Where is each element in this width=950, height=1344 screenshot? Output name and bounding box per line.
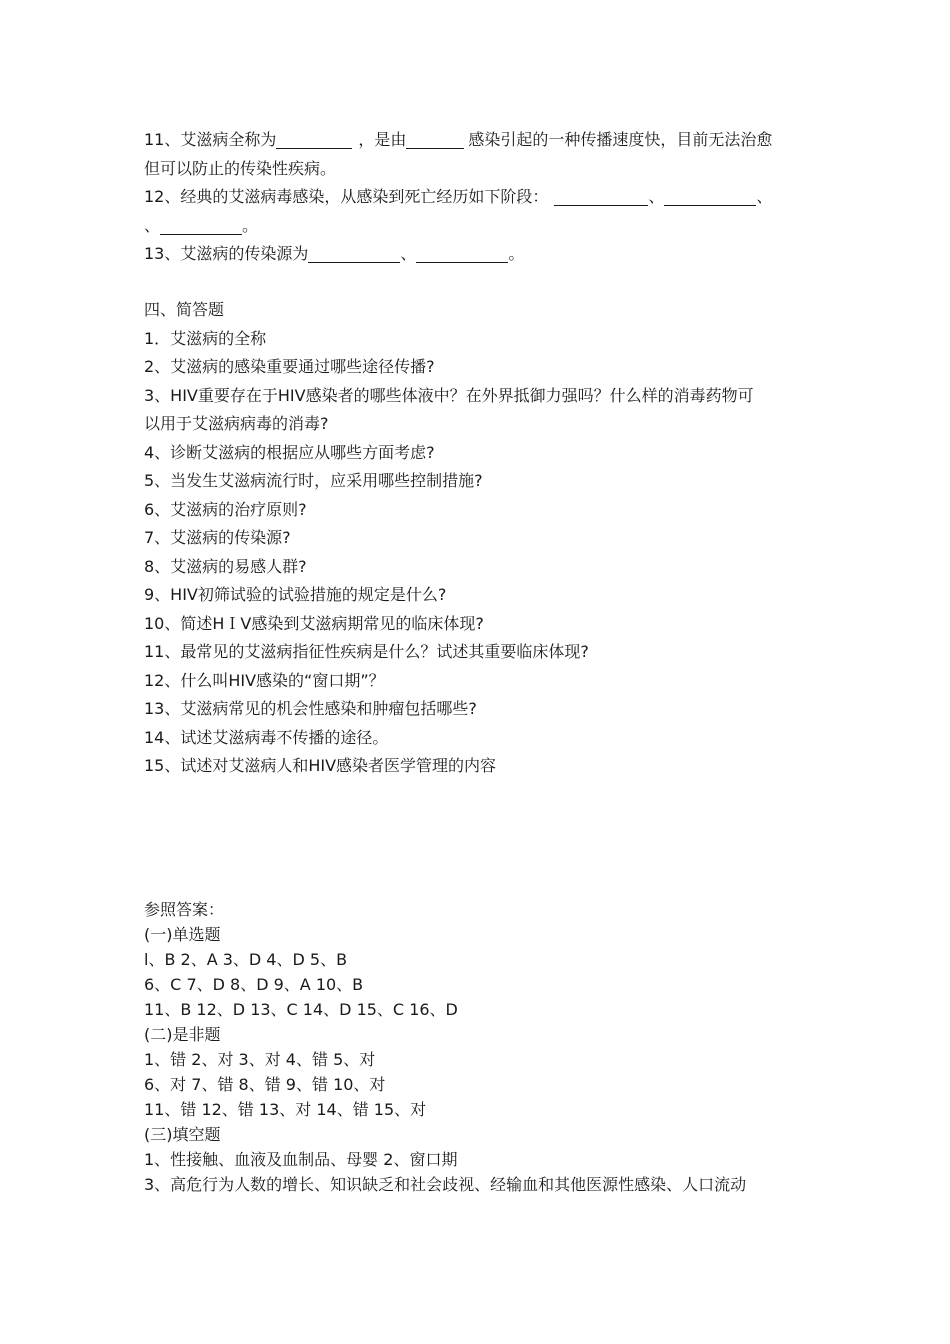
answer-section-title: (二)是非题	[144, 1025, 221, 1044]
question-item: 8、艾滋病的易感人群?	[144, 556, 307, 576]
answer-blank	[406, 130, 464, 149]
question-item: 15、试述对艾滋病人和HIV感染者医学管理的内容	[144, 756, 497, 775]
question-item: 12、什么叫HIV感染的“窗口期”？	[144, 670, 385, 690]
answer-blank	[308, 244, 400, 263]
answer-blank	[160, 216, 242, 235]
question-11-text-a: 11、艾滋病全称为	[144, 130, 277, 149]
question-item: 6、艾滋病的治疗原则?	[144, 499, 307, 519]
question-11-text-d: 但可以防止的传染性疾病。	[144, 158, 337, 178]
question-item: 2、艾滋病的感染重要通过哪些途径传播?	[144, 357, 435, 376]
question-item-continued: 以用于艾滋病病毒的消毒?	[144, 414, 329, 433]
fill-in-questions	[144, 126, 814, 269]
section-heading: 四、简答题	[144, 300, 225, 319]
question-item: 7、艾滋病的传染源?	[144, 528, 291, 547]
blank-separator: 、	[648, 187, 665, 206]
question-13-end: 。	[508, 244, 525, 263]
answer-section-title: (三)填空题	[144, 1125, 221, 1144]
question-12-line-2	[144, 212, 814, 241]
question-11-text-c: 感染引起的一种传播速度快，目前无法治愈	[468, 130, 773, 149]
answer-line: 11、B 12、D 13、C 14、D 15、C 16、D	[144, 1000, 458, 1019]
answer-line: 6、对 7、错 8、错 9、错 10、对	[144, 1075, 386, 1094]
question-12-line-1	[144, 183, 814, 212]
blank-separator: 、	[400, 244, 417, 263]
answer-section-title: (一)单选题	[144, 925, 221, 944]
question-item: 10、简述HＩⅤ感染到艾滋病期常见的临床体现?	[144, 613, 484, 633]
short-answer-section	[144, 296, 814, 781]
answer-blank	[664, 187, 756, 206]
question-12-end: 。	[242, 215, 259, 235]
question-13-line	[144, 240, 814, 269]
answers-heading: 参照答案：	[144, 900, 225, 919]
question-item: 9、HIV初筛试验的试验措施的规定是什么?	[144, 585, 447, 604]
blank-separator: 、	[756, 187, 773, 206]
answer-line: 6、C 7、D 8、D 9、A 10、B	[144, 975, 364, 994]
question-item: 5、当发生艾滋病流行时，应采用哪些控制措施?	[144, 471, 483, 490]
blank-separator: 、	[144, 215, 161, 235]
answer-blank	[554, 187, 648, 206]
question-item: 14、试述艾滋病毒不传播的途径。	[144, 727, 389, 747]
answer-line: l、B 2、A 3、D 4、D 5、B	[144, 950, 348, 969]
question-11-line-1	[144, 126, 814, 155]
question-item: 13、艾滋病常见的机会性感染和肿瘤包括哪些?	[144, 699, 477, 718]
question-item: 11、最常见的艾滋病指征性疾病是什么？试述其重要临床体现?	[144, 642, 589, 661]
question-item: 3、HIV重要存在于HIV感染者的哪些体液中？在外界抵御力强吗？什么样的消毒药物可	[144, 385, 754, 405]
answer-blank	[416, 244, 508, 263]
answer-line: 1、错 2、对 3、对 4、错 5、对	[144, 1050, 376, 1069]
answer-line: 3、高危行为人数的增长、知识缺乏和社会歧视、经输血和其他医源性感染、人口流动	[144, 1175, 747, 1194]
question-11-text-b: ，是由	[358, 130, 407, 149]
question-11-line-2	[144, 155, 814, 184]
answer-line: 11、错 12、错 13、对 14、错 15、对	[144, 1100, 427, 1119]
question-13-text: 13、艾滋病的传染源为	[144, 244, 309, 263]
question-12-text: 12、经典的艾滋病毒感染，从感染到死亡经历如下阶段：	[144, 187, 549, 206]
reference-answers	[144, 897, 814, 1197]
answer-line: 1、性接触、血液及血制品、母婴 2、窗口期	[144, 1150, 458, 1169]
answer-blank	[276, 130, 352, 149]
question-item: 4、诊断艾滋病的根据应从哪些方面考虑?	[144, 442, 435, 462]
question-item: 1．艾滋病的全称	[144, 328, 267, 348]
